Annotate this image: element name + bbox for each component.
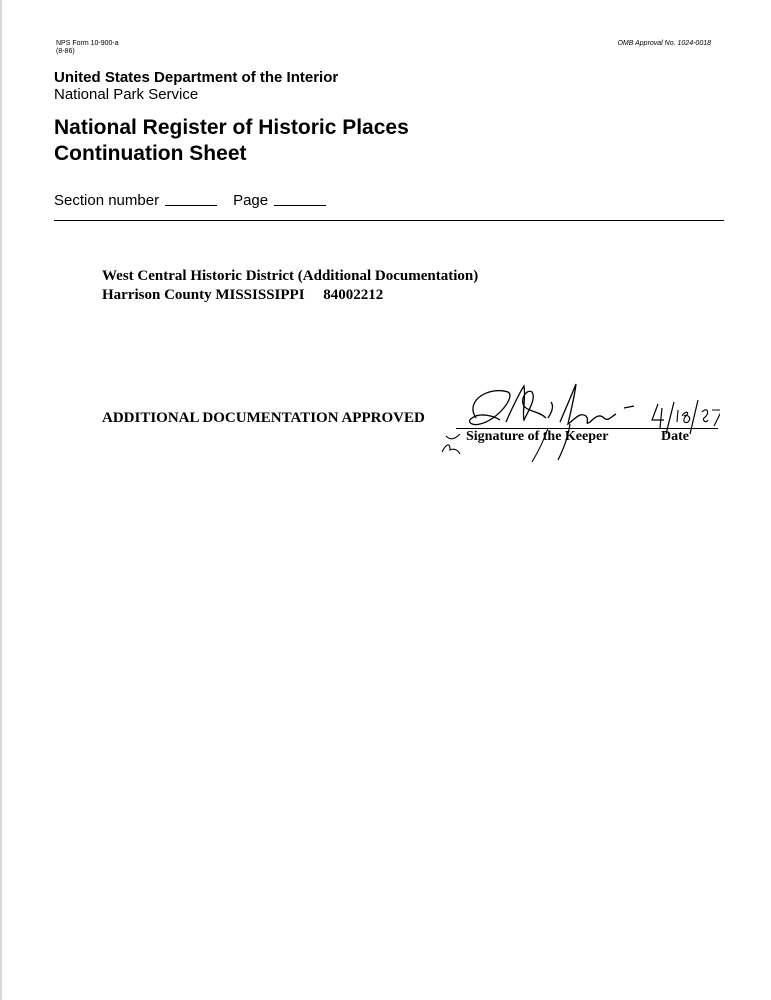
- form-date: (8-86): [56, 48, 75, 55]
- page-number-blank: [274, 205, 326, 206]
- page-label: Page: [233, 192, 269, 209]
- keeper-signature-image: [420, 378, 720, 468]
- signature-label: Signature of the Keeper: [466, 429, 609, 444]
- department-name: United States Department of the Interior: [54, 69, 339, 86]
- section-number-label: Section number: [54, 192, 160, 209]
- property-name: West Central Historic District (Additional Documentation): [102, 268, 479, 284]
- date-label: Date: [661, 429, 689, 444]
- page-subtitle: Continuation Sheet: [54, 142, 247, 165]
- header-divider: [54, 220, 724, 221]
- section-number-blank: [165, 205, 217, 206]
- omb-approval: OMB Approval No. 1024-0018: [617, 40, 711, 47]
- scan-edge: [0, 0, 2, 1000]
- form-number-block: [56, 40, 119, 56]
- form-number: NPS Form 10-900-a: [56, 40, 119, 47]
- approval-statement: ADDITIONAL DOCUMENTATION APPROVED: [102, 410, 425, 426]
- service-name: National Park Service: [54, 86, 199, 103]
- section-page-fields: [54, 192, 342, 209]
- property-location: Harrison County MISSISSIPPI 84002212: [102, 287, 384, 303]
- page-title: National Register of Historic Places: [54, 116, 409, 139]
